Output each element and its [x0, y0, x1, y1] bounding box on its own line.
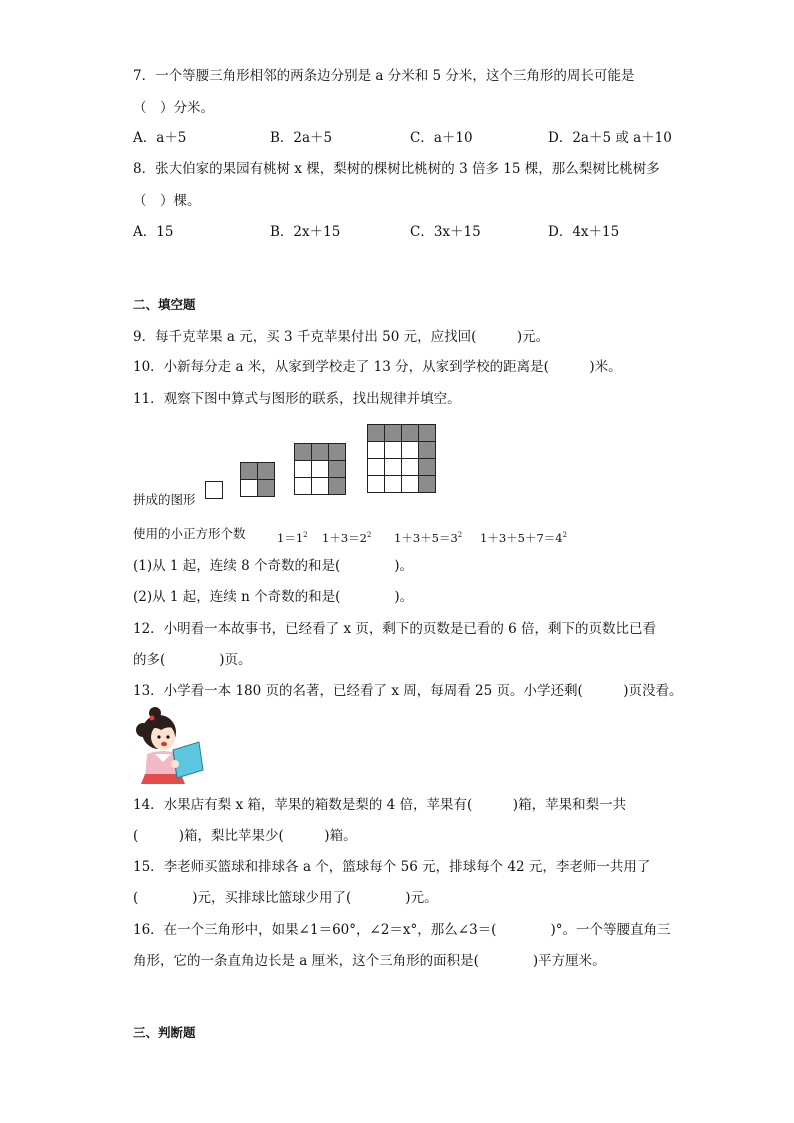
count-label: 使用的小正方形个数 [133, 526, 246, 541]
q7-option-d: D．2a＋5 或 a＋10 [548, 130, 672, 146]
q13-text: 13．小学看一本 180 页的名著，已经看了 x 周，每周看 25 页。小学还剩( )页没看。 [133, 683, 683, 699]
square-figure-3 [294, 443, 346, 495]
square-figure-1 [205, 481, 223, 499]
q15-line1: 15．李老师买篮球和排球各 a 个，篮球每个 56 元，排球每个 42 元，李老师一共用了 [133, 859, 651, 875]
q7-line1: 7．一个等腰三角形相邻的两条边分别是 a 分米和 5 分米，这个三角形的周长可能是 [133, 68, 635, 84]
q8-option-c: C．3x＋15 [410, 224, 481, 240]
q7-option-b: B．2a＋5 [270, 130, 333, 146]
q11-sub2: (2)从 1 起，连续 n 个奇数的和是( )。 [133, 589, 414, 605]
formula-3: $1+3+5=3^2$ [394, 530, 463, 545]
q10-text: 10．小新每分走 a 米，从家到学校走了 13 分，从家到学校的距离是( )米。 [133, 359, 622, 375]
formula-1: $1=1^2$ [277, 530, 308, 545]
section-heading-true-false: 三、判断题 [133, 1025, 196, 1040]
q12-line1: 12．小明看一本故事书，已经看了 x 页，剩下的页数是已看的 6 倍，剩下的页数比已看 [133, 621, 657, 637]
q7-option-a: A．a＋5 [133, 130, 187, 146]
q11-sub1: (1)从 1 起，连续 8 个奇数的和是( )。 [133, 558, 413, 574]
shapes-label: 拼成的图形 [133, 492, 196, 507]
q9-text: 9．每千克苹果 a 元，买 3 千克苹果付出 50 元，应找回( )元。 [133, 329, 550, 345]
q8-line1: 8．张大伯家的果园有桃树 x 棵，梨树的棵树比桃树的 3 倍多 15 棵，那么梨树比桃树多 [133, 161, 660, 177]
girl-reading-illustration [133, 704, 207, 786]
q14-line2: ( )箱，梨比苹果少( )箱。 [133, 828, 357, 844]
q8-option-b: B．2x＋15 [270, 224, 341, 240]
formula-4: $1+3+5+7=4^2$ [480, 530, 568, 545]
q14-line1: 14．水果店有梨 x 箱，苹果的箱数是梨的 4 倍，苹果有( )箱，苹果和梨一共 [133, 797, 627, 813]
q7-line2: （ ）分米。 [133, 100, 214, 116]
q16-line2: 角形，它的一条直角边长是 a 厘米，这个三角形的面积是( )平方厘米。 [133, 953, 606, 969]
section-heading-fill-in: 二、填空题 [133, 297, 196, 312]
q8-option-d: D．4x＋15 [548, 224, 620, 240]
q12-line2: 的多( )页。 [133, 652, 252, 668]
q16-line1: 16．在一个三角形中，如果∠1＝60°，∠2＝x°，那么∠3＝( )°。一个等腰直角三 [133, 922, 671, 938]
q15-line2: ( )元，买排球比篮球少用了( )元。 [133, 890, 438, 906]
formula-2: $1+3=2^2$ [322, 530, 372, 545]
q8-option-a: A．15 [133, 224, 174, 240]
q7-option-c: C．a＋10 [410, 130, 473, 146]
q8-line2: （ ）棵。 [133, 193, 201, 209]
q11-line1: 11．观察下图中算式与图形的联系，找出规律并填空。 [133, 391, 461, 407]
square-figure-4 [367, 424, 436, 493]
square-figure-2 [240, 462, 275, 497]
